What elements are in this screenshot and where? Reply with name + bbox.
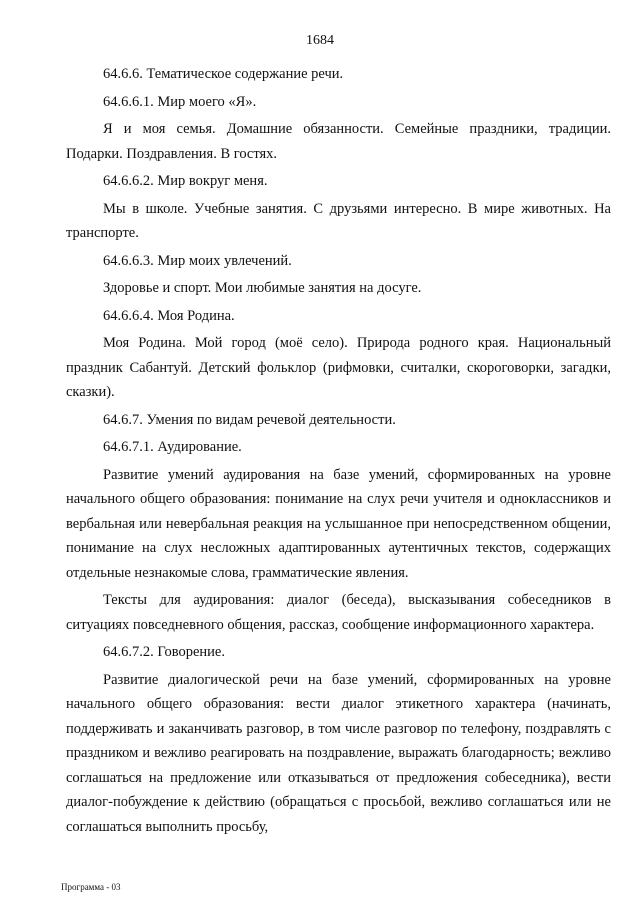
subsection-heading-listening: 64.6.7.1. Аудирование.	[103, 439, 242, 455]
page-number: 1684	[306, 33, 334, 48]
subsection-heading-hobbies: 64.6.6.3. Мир моих увлечений.	[103, 252, 292, 269]
paragraph-listening-skills: Развитие умений аудирования на базе умений, сформированных на уровне начального общего образования: понимание на слух речи учителя и одноклассников и вербальная или невербальная реакция на услышанное при непосредственном общении, понимание на слух несложных адаптированных аутентичных текстов, содержащих отдельные незнакомые слова, грамматические явления.	[66, 466, 611, 581]
paragraph-listening-texts: Тексты для аудирования: диалог (беседа), высказывания собеседников в ситуациях повседневного общения, рассказ, сообщение информационного характера.	[66, 592, 611, 633]
subsection-heading-speaking: 64.6.7.2. Говорение.	[103, 644, 225, 660]
paragraph-health-sport: Здоровье и спорт. Мои любимые занятия на досуге.	[103, 280, 422, 296]
subsection-heading-world-around: 64.6.6.2. Мир вокруг меня.	[103, 173, 268, 189]
paragraph-dialogue-skills: Развитие диалогической речи на базе умений, сформированных на уровне начального общего образования: вести диалог этикетного характера (начинать, поддерживать и заканчивать разговор, в том числе разговор по телефону, поздравлять с праздником и вежливо реагировать на поздравление, выражать благодарность; вежливо соглашаться на предложение или отказываться от предложения собеседника), вести диалог-побуждение к действию (обращаться с просьбой, вежливо соглашаться или не соглашаться выполнить просьбу,	[66, 671, 611, 835]
section-heading-thematic-content: 64.6.6. Тематическое содержание речи.	[103, 66, 344, 82]
document-body	[66, 62, 611, 842]
paragraph-school: Мы в школе. Учебные занятия. С друзьями интересно. В мире животных. На транспорте.	[66, 200, 611, 241]
subsection-heading-my-world: 64.6.6.1. Мир моего «Я».	[103, 93, 257, 110]
paragraph-family: Я и моя семья. Домашние обязанности. Семейные праздники, традиции. Подарки. Поздравления. В гостях.	[66, 121, 611, 162]
section-heading-speech-skills: 64.6.7. Умения по видам речевой деятельности.	[103, 411, 396, 428]
subsection-heading-homeland: 64.6.6.4. Моя Родина.	[103, 307, 235, 324]
footer-label: Программа - 03	[61, 882, 121, 892]
paragraph-homeland: Моя Родина. Мой город (моё село). Природа родного края. Национальный праздник Сабантуй. Детский фольклор (рифмовки, считалки, скороговорки, загадки, сказки).	[66, 335, 611, 400]
